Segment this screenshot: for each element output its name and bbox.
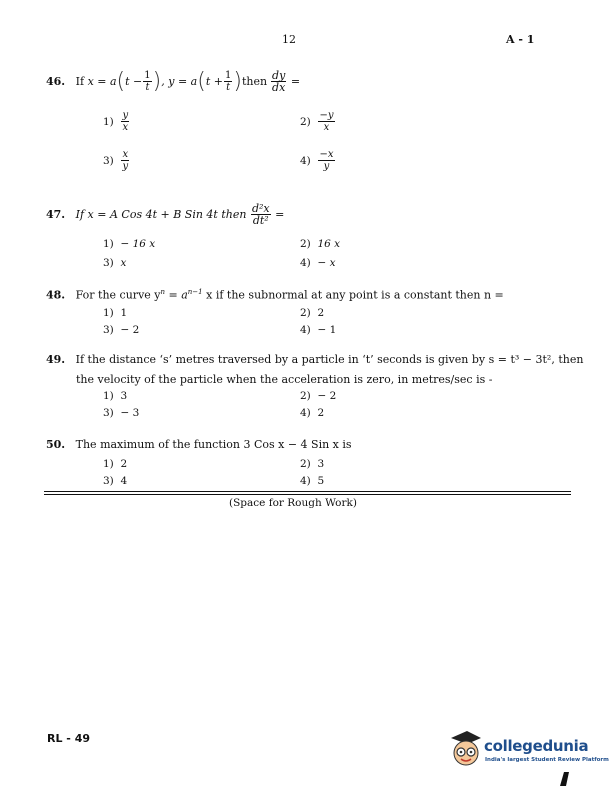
q48-option-2[interactable]: 2) 2	[300, 307, 325, 319]
q49-option-1[interactable]: 1) 3	[103, 390, 128, 402]
question-number: 47.	[46, 207, 66, 221]
q46-option-1[interactable]: 1) $\frac{y}{x}$	[103, 110, 129, 133]
q49-option-2[interactable]: 2) − 2	[300, 390, 337, 402]
question-text: For the curve y	[75, 288, 161, 302]
q47-option-3[interactable]: 3) x	[103, 257, 127, 269]
question-49-line-2: the velocity of the particle when the acceleration is zero, in metres/sec is -	[76, 373, 493, 386]
footer-code: RL - 49	[47, 732, 91, 745]
x-equation: x = a	[87, 74, 117, 88]
q47-option-1[interactable]: 1) − 16 x	[103, 238, 156, 250]
q47-option-4[interactable]: 4) − x	[300, 257, 336, 269]
page-number: 12	[282, 33, 296, 46]
corner-mark-icon	[558, 772, 570, 786]
brand-logo-text: collegedunia	[484, 737, 589, 755]
left-paren: (	[197, 68, 206, 94]
equals-sign: =	[275, 207, 285, 221]
q47-option-2[interactable]: 2) 16 x	[300, 238, 341, 250]
q50-option-3[interactable]: 3) 4	[103, 475, 128, 487]
question-number: 46.	[46, 74, 66, 88]
mascot-icon	[447, 728, 483, 770]
right-paren: )	[152, 68, 162, 94]
q50-option-2[interactable]: 2) 3	[300, 458, 325, 470]
dy-dx-fraction: $\frac{dy}{dx}$	[272, 68, 286, 94]
question-number: 50.	[46, 438, 66, 451]
question-49-stem	[46, 353, 583, 366]
q48-option-1[interactable]: 1) 1	[103, 307, 128, 319]
question-text: If x = A Cos 4t + B Sin 4t then	[75, 207, 247, 221]
equals-sign: =	[290, 74, 301, 88]
q46-option-4[interactable]: 4) $\frac{-x}{y}$	[300, 149, 334, 172]
q49-option-3[interactable]: 3) − 3	[103, 407, 140, 419]
divider-line	[44, 494, 571, 495]
question-46-stem	[46, 63, 300, 99]
question-number: 48.	[46, 288, 66, 302]
right-paren: )	[233, 68, 242, 94]
divider-line	[44, 491, 571, 492]
fraction-one-over-t: $\frac{1}{t}$	[224, 69, 232, 93]
t-minus: t −	[125, 74, 143, 88]
t-plus: t +	[205, 74, 223, 88]
if-word: If	[75, 74, 85, 88]
left-paren: (	[116, 68, 126, 94]
fraction-one-over-t: $\frac{1}{t}$	[144, 69, 151, 93]
brand-tagline: India's largest Student Review Platform	[485, 757, 609, 763]
q49-option-4[interactable]: 4) 2	[300, 407, 325, 419]
q50-option-1[interactable]: 1) 2	[103, 458, 128, 470]
question-47-stem	[46, 197, 284, 231]
option-fraction: $\frac{x}{y}$	[122, 149, 129, 172]
q48-option-3[interactable]: 3) − 2	[103, 324, 140, 336]
rough-work-label: (Space for Rough Work)	[229, 497, 357, 509]
d2x-dt2-fraction: $\frac{\text{d²x}}{\text{dt²}}$	[251, 201, 270, 227]
question-50-stem	[46, 438, 352, 451]
q50-option-4[interactable]: 4) 5	[300, 475, 325, 487]
question-text: The maximum of the function 3 Cos x − 4 Sin x is	[75, 438, 352, 451]
option-fraction: $\frac{-y}{x}$	[319, 110, 334, 133]
q46-option-2[interactable]: 2) $\frac{-y}{x}$	[300, 110, 334, 133]
option-fraction: $\frac{y}{x}$	[122, 110, 129, 133]
question-48-stem: 48. For the curve $y^n = a^{n-1}$ x if the subnormal at any point is a constant then n =	[46, 288, 504, 302]
then-word: then	[241, 74, 268, 88]
question-text-line-1: If the distance ‘s’ metres traversed by a particle in ‘t’ seconds is given by s = t³ − 3t², then	[75, 353, 584, 366]
q48-option-4[interactable]: 4) − 1	[300, 324, 337, 336]
q46-option-3[interactable]: 3) $\frac{x}{y}$	[103, 149, 129, 172]
booklet-code: A - 1	[506, 33, 535, 46]
question-number: 49.	[46, 353, 66, 366]
y-equation: , y = a	[161, 74, 198, 88]
option-fraction: $\frac{-x}{y}$	[319, 149, 334, 172]
